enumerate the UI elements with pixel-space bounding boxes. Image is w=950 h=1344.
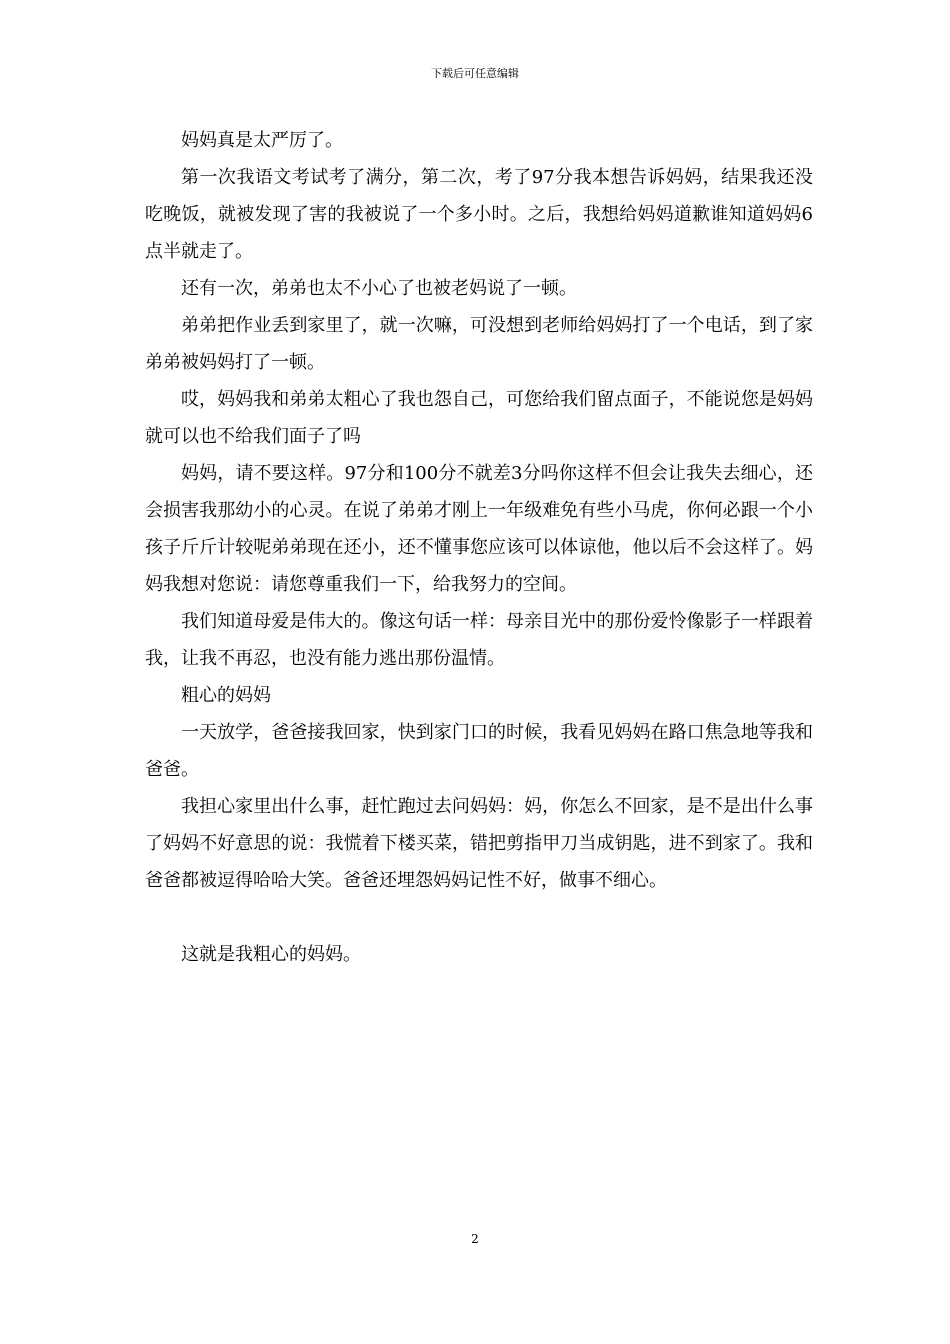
paragraph-9: 我担心家里出什么事，赶忙跑过去问妈妈：妈，你怎么不回家，是不是出什么事了妈妈不好意思的说：我慌着下楼买菜，错把剪指甲刀当成钥匙，进不到家了。我和爸爸都被逗得哈哈大笑。爸爸还埋怨妈妈记性不好，做事不细心。 xyxy=(145,796,813,891)
paragraph-5: 哎，妈妈我和弟弟太粗心了我也怨自己，可您给我们留点面子，不能说您是妈妈就可以也不给我们面子了吗 xyxy=(145,389,813,447)
document-body xyxy=(145,122,813,973)
paragraph-7: 我们知道母爱是伟大的。像这句话一样：母亲目光中的那份爱怜像影子一样跟着我，让我不再忍，也没有能力逃出那份温情。 xyxy=(145,611,813,669)
blank-line xyxy=(145,899,813,936)
paragraph-10: 这就是我粗心的妈妈。 xyxy=(181,944,361,965)
paragraph-1: 妈妈真是太严厉了。 xyxy=(181,130,343,151)
page-number: 2 xyxy=(471,1232,479,1246)
section-title: 粗心的妈妈 xyxy=(181,685,271,706)
paragraph-8: 一天放学，爸爸接我回家，快到家门口的时候，我看见妈妈在路口焦急地等我和爸爸。 xyxy=(145,722,813,780)
paragraph-4: 弟弟把作业丢到家里了，就一次嘛，可没想到老师给妈妈打了一个电话，到了家弟弟被妈妈打了一顿。 xyxy=(145,315,813,373)
paragraph-3: 还有一次，弟弟也太不小心了也被老妈说了一顿。 xyxy=(181,278,577,299)
paragraph-2: 第一次我语文考试考了满分，第二次，考了97分我本想告诉妈妈，结果我还没吃晚饭，就被发现了害的我被说了一个多小时。之后，我想给妈妈道歉谁知道妈妈6点半就走了。 xyxy=(145,167,813,262)
page-header: 下载后可任意编辑 xyxy=(431,67,519,80)
paragraph-6: 妈妈，请不要这样。97分和100分不就差3分吗你这样不但会让我失去细心，还会损害我那幼小的心灵。在说了弟弟才刚上一年级难免有些小马虎，你何必跟一个小孩子斤斤计较呢弟弟现在还小，还不懂事您应该可以体谅他，他以后不会这样了。妈妈我想对您说：请您尊重我们一下，给我努力的空间。 xyxy=(145,463,813,595)
